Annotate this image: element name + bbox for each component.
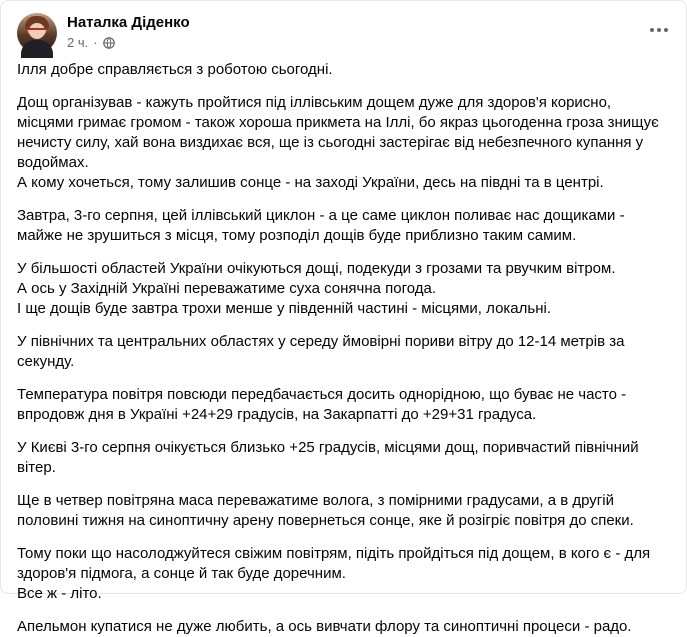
post-line: Ілля добре справляється з роботою сьогодні. [17,61,333,78]
post-line: А кому хочеться, тому залишив сонце - на заході України, десь на півдні та в центрі. [17,174,604,191]
post-paragraph [17,544,670,604]
post-text [17,60,670,637]
post-paragraph [17,206,670,246]
post-paragraph [17,617,670,637]
post-paragraph [17,60,670,80]
post-line: У більшості областей України очікуються дощі, подекуди з грозами та рвучким вітром. [17,260,616,277]
post-timestamp[interactable]: 2 ч. [67,35,89,50]
post-paragraph [17,332,670,372]
post-line: У північних та центральних областях у середу ймовірні пориви вітру до 12-14 метрів за секунду. [17,333,625,370]
avatar[interactable] [17,13,57,53]
meta-separator: · [93,35,98,50]
post-line: І ще дощів буде завтра трохи менше у південній частині - місцями, локальні. [17,300,551,317]
post-line: Температура повітря повсюди передбачається досить однорідною, що буває не часто - впродовж дня в Україні +24+29 градусів, на Закарпатті до +29+31 градуса. [17,386,627,423]
post-line: Все ж - літо. [17,585,102,602]
post-paragraph [17,438,670,478]
post-paragraph [17,259,670,319]
post-line: Апельмон купатися не дуже любить, а ось вивчати флору та синоптичні процеси - радо. [17,618,632,635]
author-name[interactable]: Наталка Діденко [67,14,190,31]
post-paragraph [17,93,670,193]
post-meta [67,35,115,50]
post-line: Тому поки що насолоджуйтеся свіжим повітрям, підіть пройдіться під дощем, в кого є - для здоров'я підмога, а сонце й так буде доречним. [17,545,651,582]
post-paragraph [17,491,670,531]
post-line: Дощ організував - кажуть пройтися під іллівським дощем дуже для здоров'я корисно, місцями гримає громом - також хороша прикмета на Іллі, бо якраз цьогоденна гроза знищує нечисту силу, хай вона виздихає вся, ще із сьогодні застерігає від небезпечного купання у водоймах. [17,94,659,171]
globe-icon[interactable] [103,37,115,49]
post-line: У Києві 3-го серпня очікується близько +25 градусів, місцями дощ, поривчастий північний вітер. [17,439,639,476]
post-line: Завтра, 3-го серпня, цей іллівський циклон - а це саме циклон поливає нас дощиками - майже не зрушиться з місця, тому розподіл дощів буде приблизно таким самим. [17,207,625,244]
post-paragraph [17,385,670,425]
post-line: А ось у Західній Україні переважатиме суха сонячна погода. [17,280,437,297]
post-header [17,12,670,54]
more-horizontal-icon[interactable] [646,20,672,40]
post-line: Ще в четвер повітряна маса переважатиме волога, з помірними градусами, а в другій половині тижня на синоптичну арену повернеться сонце, яке й розігріє повітря до спеки. [17,492,634,529]
